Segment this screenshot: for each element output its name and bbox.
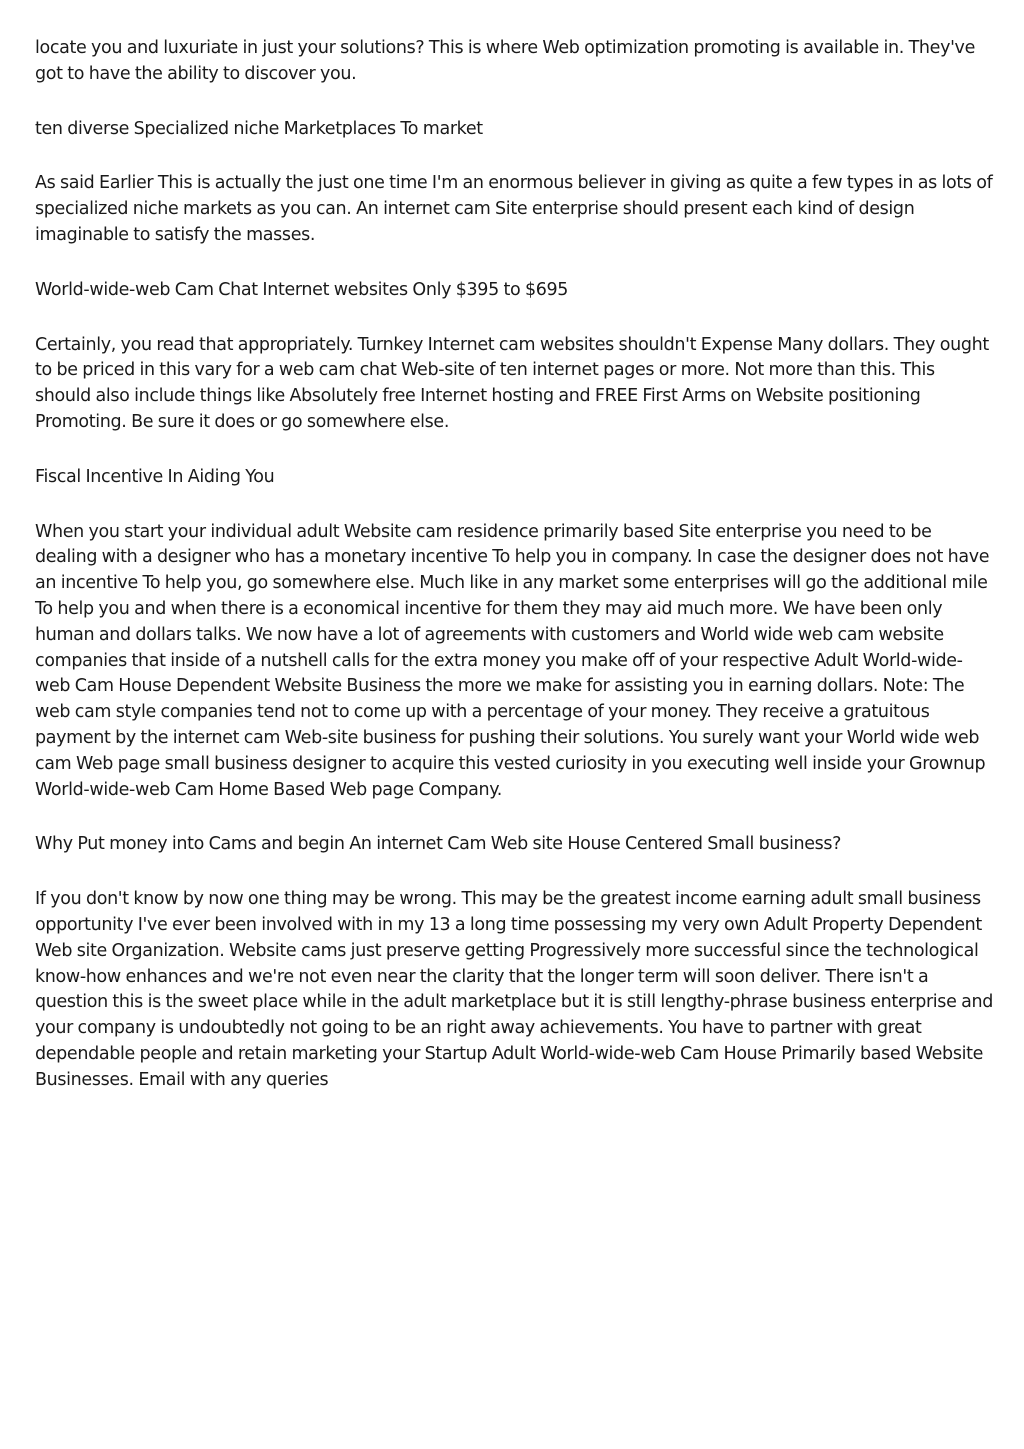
- heading-fiscal-incentive: Fiscal Incentive In Aiding You: [35, 466, 275, 487]
- paragraph-niche-markets: As said Earlier This is actually the just one time I'm an enormous believer in giving as quite a few types in as lots of specialized niche markets as you can. An internet cam Site enterprise should present each kind of design imaginable to satisfy the masses.: [35, 173, 993, 245]
- heading-niche-marketplaces: ten diverse Specialized niche Marketplaces To market: [35, 118, 483, 139]
- paragraph-intro-continuation: locate you and luxuriate in just your solutions? This is where Web optimization promoting is available in. They've got to have the ability to discover you.: [35, 38, 975, 84]
- paragraph-designer-incentive: When you start your individual adult Website cam residence primarily based Site enterprise you need to be dealing with a designer who has a monetary incentive To help you in company. In case the designer does not have an incentive To help you, go somewhere else. Much like in any market some enterprises will go the additional mile To help you and when there is a economical incentive for them they may aid much more. We have been only human and dollars talks. We now have a lot of agreements with customers and World wide web cam website companies that inside of a nutshell calls for the extra money you make off of your respective Adult World-wide-web Cam House Dependent Website Business the more we make for assisting you in earning dollars. Note: The web cam style companies tend not to come up with a percentage of your money. They receive a gratuitous payment by the internet cam Web-site business for pushing their solutions. You surely want your World wide web cam Web page small business designer to acquire this vested curiosity in you executing well inside your Grownup World-wide-web Cam Home Based Web page Company.: [35, 521, 990, 800]
- heading-why-invest: Why Put money into Cams and begin An internet Cam Web site House Centered Small business?: [35, 834, 842, 855]
- paragraph-opportunity: If you don't know by now one thing may be wrong. This may be the greatest income earning adult small business opportunity I've ever been involved with in my 13 a long time possessing my very own Adult Property Dependent Web site Organization. Website cams just preserve getting Progressively more successful since the technological know-how enhances and we're not even near the clarity that the longer term will soon deliver. There isn't a question this is the sweet place while in the adult marketplace but it is still lengthy-phrase business enterprise and your company is undoubtedly not going to be an right away achievements. You have to partner with great dependable people and retain marketing your Startup Adult World-wide-web Cam House Primarily based Website Businesses. Email with any queries: [35, 889, 993, 1090]
- document-body: [35, 36, 993, 1123]
- paragraph-turnkey-pricing: Certainly, you read that appropriately. Turnkey Internet cam websites shouldn't Expense Many dollars. They ought to be priced in this vary for a web cam chat Web-site of ten internet pages or more. Not more than this. This should also include things like Absolutely free Internet hosting and FREE First Arms on Website positioning Promoting. Be sure it does or go somewhere else.: [35, 334, 989, 432]
- heading-cam-chat-pricing: World-wide-web Cam Chat Internet websites Only $395 to $695: [35, 279, 569, 300]
